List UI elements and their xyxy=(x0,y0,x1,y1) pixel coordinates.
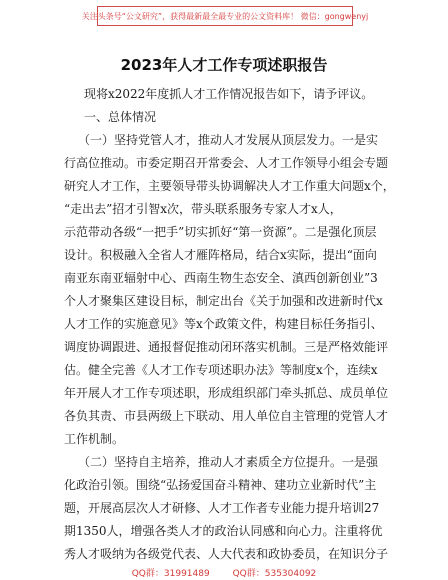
paragraph-line: （一）坚持党管人才，推动人才发展从顶层发力。一是实 xyxy=(78,133,379,147)
intro-paragraph: 现将x2022年度抓人才工作情况报告如下，请予评议。 xyxy=(84,87,374,101)
paragraph-line: 化政治引领。围绕“弘扬爱国奋斗精神、建功立业新时代”主 xyxy=(64,478,377,492)
paragraph-line: 期1350人，增强各类人才的政治认同感和向心力。注重将优 xyxy=(64,524,383,538)
paragraph-line: 题，开展高层次人才研修、人才工作者专业能力提升培训27 xyxy=(64,501,380,515)
qq-group-2: QQ群：535304092 xyxy=(232,569,317,579)
section-heading: 一、总体情况 xyxy=(84,110,157,124)
footer xyxy=(0,566,448,579)
paragraph-line: 年开展人才工作专项述职，形成组织部门牵头抓总、成员单位 xyxy=(64,386,389,400)
paragraph-line: 工作机制。 xyxy=(64,432,125,446)
paragraph-line: （二）坚持自主培养，推动人才素质全方位提升。一是强 xyxy=(78,455,379,469)
paragraph-line: 行高位推动。市委定期召开常委会、人才工作领导小组会专题 xyxy=(64,156,389,170)
paragraph-line: 个人才聚集区建设目标，制定出台《关于加强和改进新时代x xyxy=(64,294,383,308)
paragraph-line: 秀人才吸纳为各级党代表、人大代表和政协委员，在知识分子 xyxy=(64,547,389,561)
paragraph-line: 调度协调跟进、通报督促推动闭环落实机制。三是严格效能评 xyxy=(64,340,389,354)
qq-group-1: QQ群：31991489 xyxy=(131,569,210,579)
paragraph-line: 示范带动各级“一把手”切实抓好“第一资源”。二是强化顶层 xyxy=(64,225,377,239)
document-title: 2023年人才工作专项述职报告 xyxy=(120,56,328,74)
paragraph-line: “走出去”招才引智x次，带头联系服务专家人才x人， xyxy=(64,202,342,216)
paragraph-line: 设计。积极融入全省人才雁阵格局，结合x实际，提出“面向 xyxy=(64,248,377,262)
paragraph-line: 南亚东南亚辐射中心、西南生物生态安全、滇西创新创业”3 xyxy=(64,271,378,285)
paragraph-line: 各负其责、市县两级上下联动、用人单位自主管理的党管人才 xyxy=(64,409,389,423)
promo-banner: 关注头条号“公文研究”，获得最新最全最专业的公文资料库！ 微信：gongwenyj xyxy=(97,6,353,26)
paragraph-line: 估。健全完善《人才工作专项述职办法》等制度x个，连续x xyxy=(64,363,378,377)
paragraph-line: 研究人才工作，主要领导带头协调解决人才工作重大问题x个， xyxy=(64,179,395,193)
paragraph-line: 人才工作的实施意见》等x个政策文件，构建目标任务指引、 xyxy=(64,317,383,331)
